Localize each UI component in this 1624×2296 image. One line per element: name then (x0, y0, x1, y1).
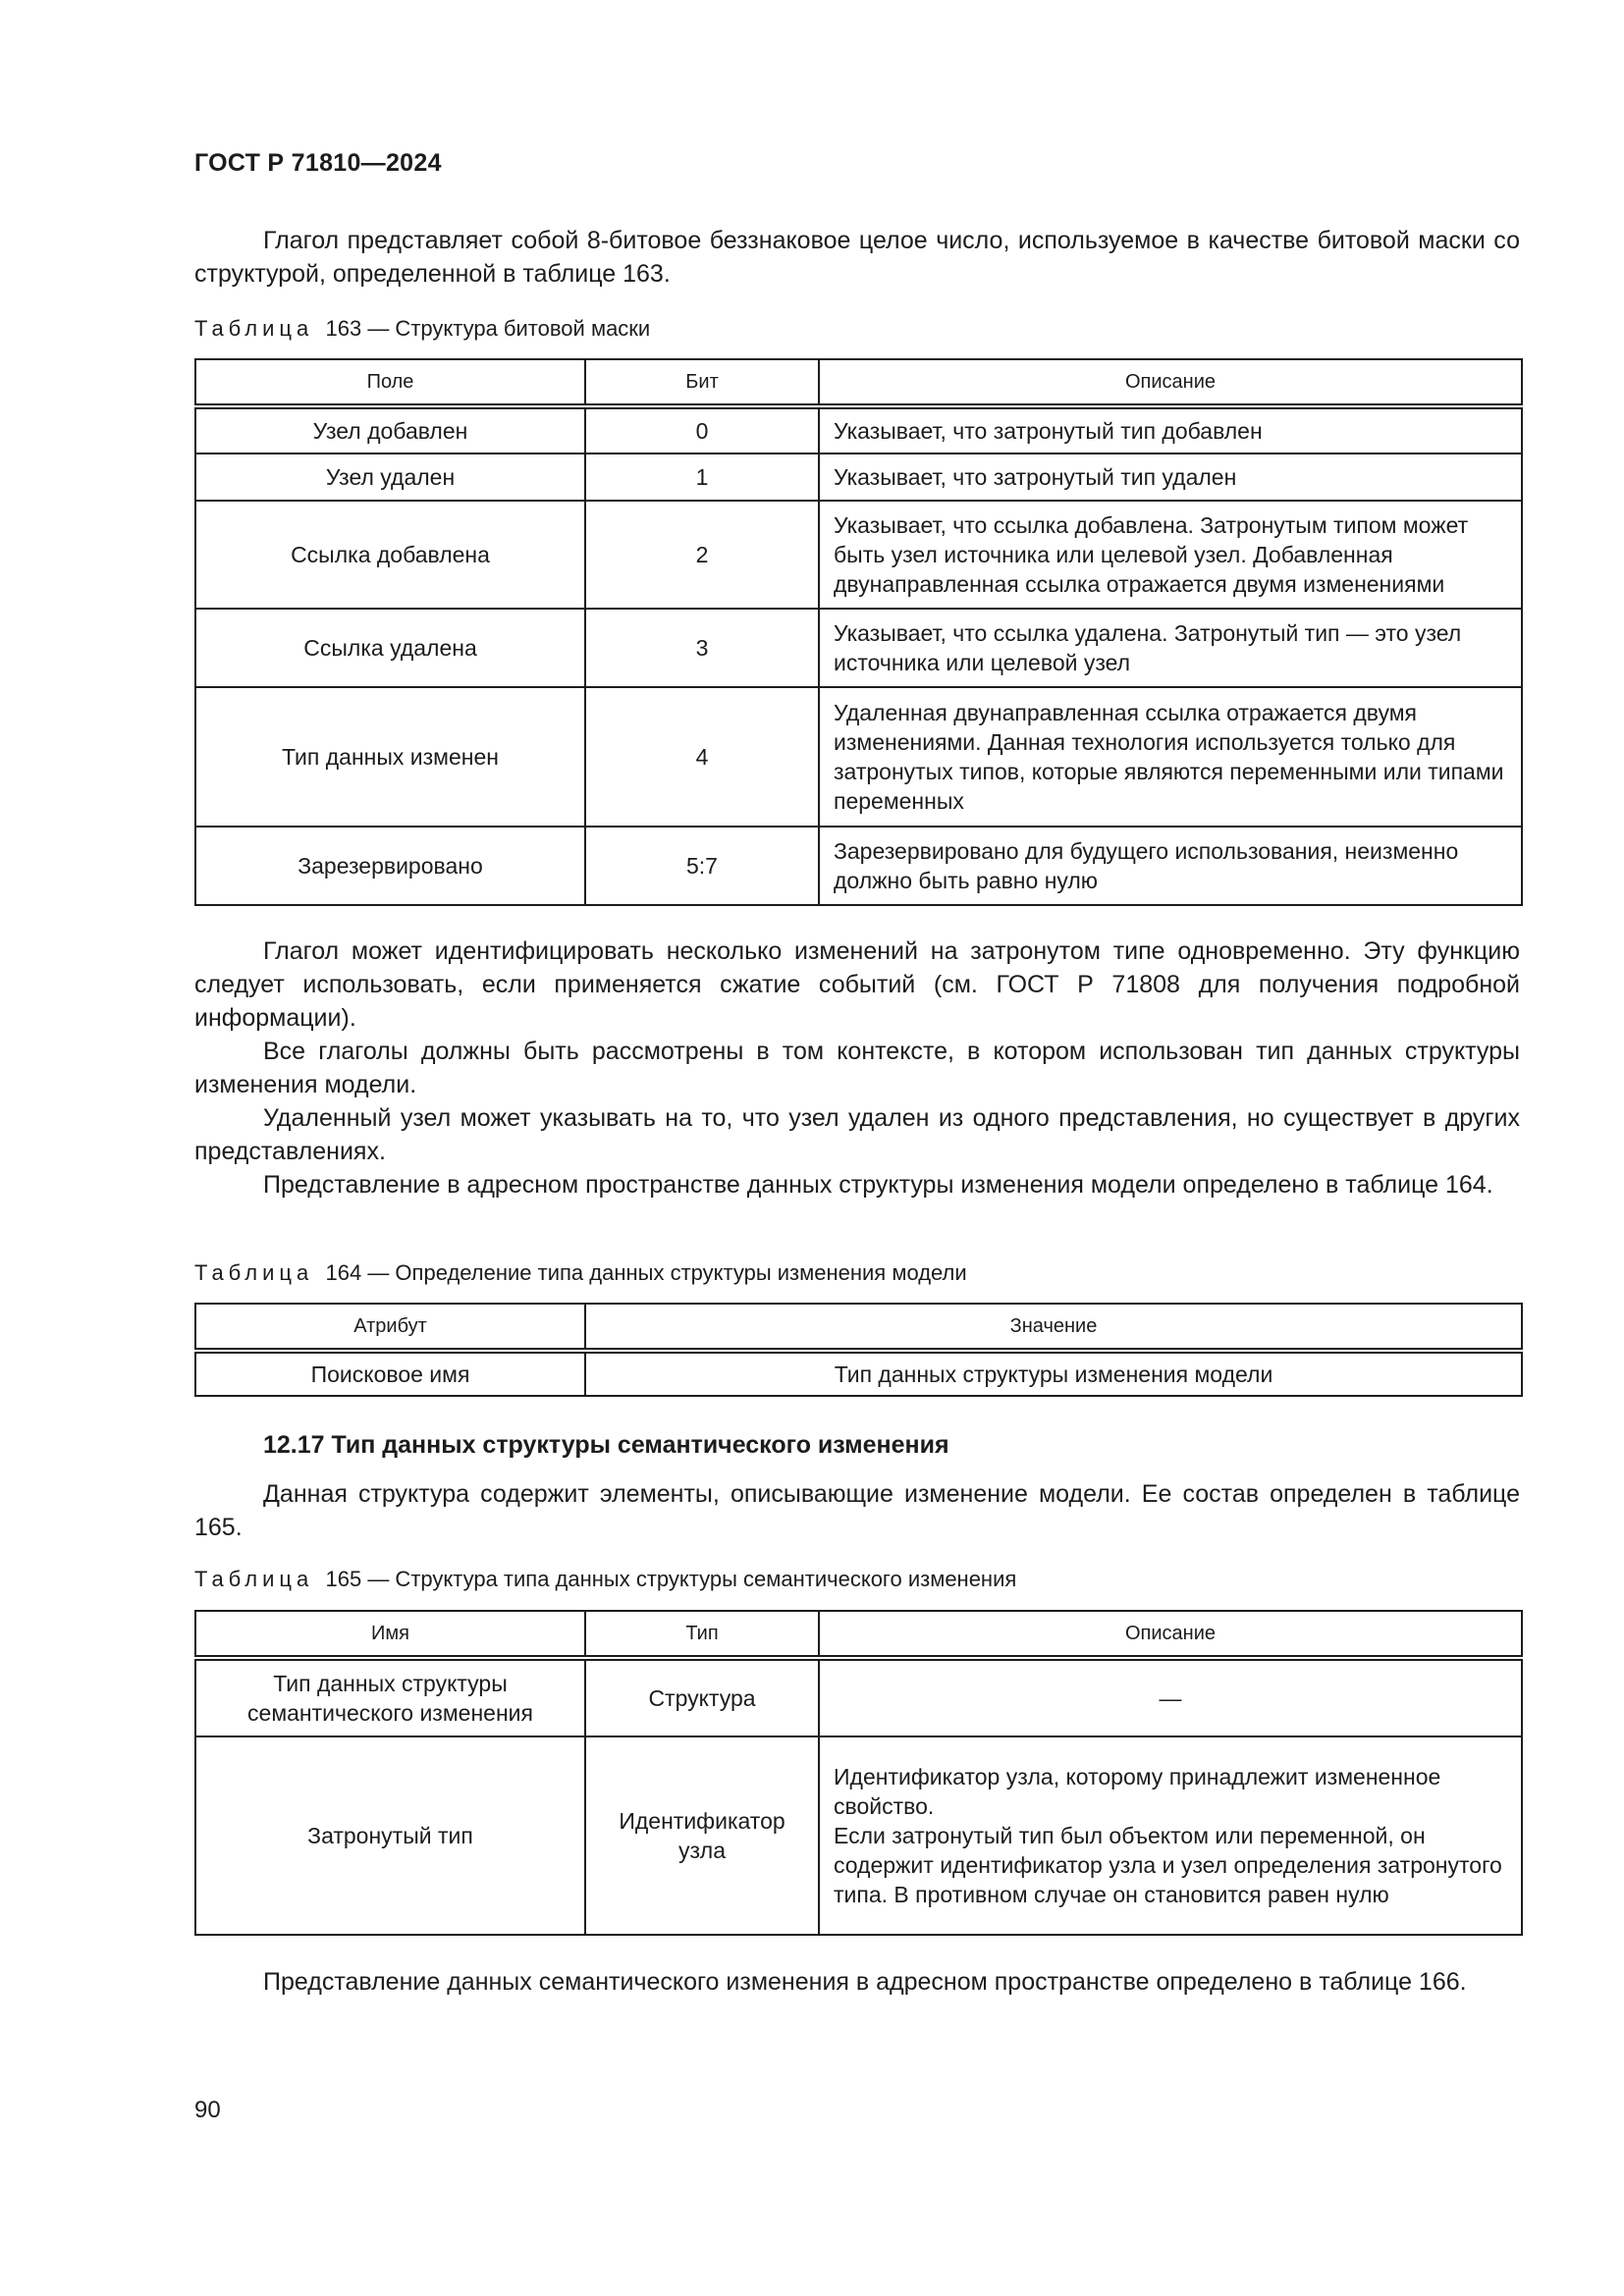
table-row (195, 609, 1522, 687)
table-cell: — (819, 1658, 1522, 1736)
table-164 (194, 1303, 1523, 1397)
document-header: ГОСТ Р 71810—2024 (194, 149, 442, 177)
table-cell: Тип данных изменен (195, 687, 585, 827)
table-cell: 5:7 (585, 827, 819, 905)
table-cell: 2 (585, 501, 819, 609)
table-cell: Указывает, что ссылка добавлена. Затронутым типом может быть узел источника или целевой узел. Добавленная двунаправленная ссылка отражается двумя изменениями (819, 501, 1522, 609)
table-cell: Ссылка удалена (195, 609, 585, 687)
paragraph-table-164-ref: Представление в адресном пространстве данных структуры изменения модели определено в таблице 164. (263, 1171, 1493, 1199)
table-row (195, 1736, 1522, 1935)
table-header-cell: Значение (585, 1304, 1522, 1351)
table-cell: Узел добавлен (195, 406, 585, 454)
section-heading: 12.17 Тип данных структуры семантического изменения (263, 1431, 949, 1459)
table-header-cell: Поле (195, 359, 585, 406)
page-number: 90 (194, 2097, 221, 2123)
table-row (195, 1658, 1522, 1736)
table-165 (194, 1610, 1523, 1936)
table-header-cell: Атрибут (195, 1304, 585, 1351)
table-cell: 0 (585, 406, 819, 454)
table-header-cell: Описание (819, 1611, 1522, 1658)
table-165-caption: Таблица 165 — Структура типа данных структуры семантического изменения (194, 1567, 1017, 1591)
table-cell: 3 (585, 609, 819, 687)
table-cell: Поисковое имя (195, 1351, 585, 1396)
table-cell: Зарезервировано для будущего использования, неизменно должно быть равно нулю (819, 827, 1522, 905)
table-header-cell: Тип (585, 1611, 819, 1658)
table-163 (194, 358, 1523, 906)
paragraph-structure-contents: Данная структура содержит элементы, описывающие изменение модели. Ее состав определен в таблице 165. (194, 1480, 1520, 1541)
table-row (195, 454, 1522, 501)
table-cell: Идентификатор узла, которому принадлежит измененное свойство. Если затронутый тип был объектом или переменной, он содержит идентификатор узла и узел определения затронутого типа. В противном случае он становится равен нулю (819, 1736, 1522, 1935)
table-cell: Тип данных структуры изменения модели (585, 1351, 1522, 1396)
table-header-row (195, 359, 1522, 406)
paragraph-deleted-node: Удаленный узел может указывать на то, что узел удален из одного представления, но существует в других представлениях. (194, 1104, 1520, 1165)
table-row (195, 501, 1522, 609)
paragraph-table-166-ref: Представление данных семантического изменения в адресном пространстве определено в таблице 166. (263, 1968, 1467, 1996)
table-row (195, 827, 1522, 905)
table-cell: Указывает, что затронутый тип удален (819, 454, 1522, 501)
paragraph-verbs-context: Все глаголы должны быть рассмотрены в том контексте, в котором использован тип данных структуры изменения модели. (194, 1038, 1520, 1098)
table-cell: Зарезервировано (195, 827, 585, 905)
table-cell: Тип данных структуры семантического изменения (195, 1658, 585, 1736)
table-cell: Указывает, что затронутый тип добавлен (819, 406, 1522, 454)
table-header-cell: Бит (585, 359, 819, 406)
table-cell: Структура (585, 1658, 819, 1736)
table-row (195, 1351, 1522, 1396)
table-row (195, 406, 1522, 454)
table-header-row (195, 1611, 1522, 1658)
table-cell: Удаленная двунаправленная ссылка отражается двумя изменениями. Данная технология используется только для затронутых типов, которые являются переменными или типами переменных (819, 687, 1522, 827)
table-cell: 1 (585, 454, 819, 501)
table-cell: Ссылка добавлена (195, 501, 585, 609)
table-row (195, 687, 1522, 827)
table-164-caption: Таблица 164 — Определение типа данных структуры изменения модели (194, 1260, 967, 1285)
table-cell: Идентификатор узла (585, 1736, 819, 1935)
paragraph-compression: Глагол может идентифицировать несколько изменений на затронутом типе одновременно. Эту функцию следует использовать, если применяется сжатие событий (см. ГОСТ Р 71808 для получения подробной информации). (194, 937, 1520, 1032)
table-header-row (195, 1304, 1522, 1351)
paragraph-intro: Глагол представляет собой 8-битовое беззнаковое целое число, используемое в качестве битовой маски со структурой, определенной в таблице 163. (194, 227, 1520, 288)
table-cell: Затронутый тип (195, 1736, 585, 1935)
table-header-cell: Описание (819, 359, 1522, 406)
table-cell: Указывает, что ссылка удалена. Затронутый тип — это узел источника или целевой узел (819, 609, 1522, 687)
table-cell: 4 (585, 687, 819, 827)
table-cell: Узел удален (195, 454, 585, 501)
table-163-caption: Таблица 163 — Структура битовой маски (194, 316, 651, 341)
table-header-cell: Имя (195, 1611, 585, 1658)
